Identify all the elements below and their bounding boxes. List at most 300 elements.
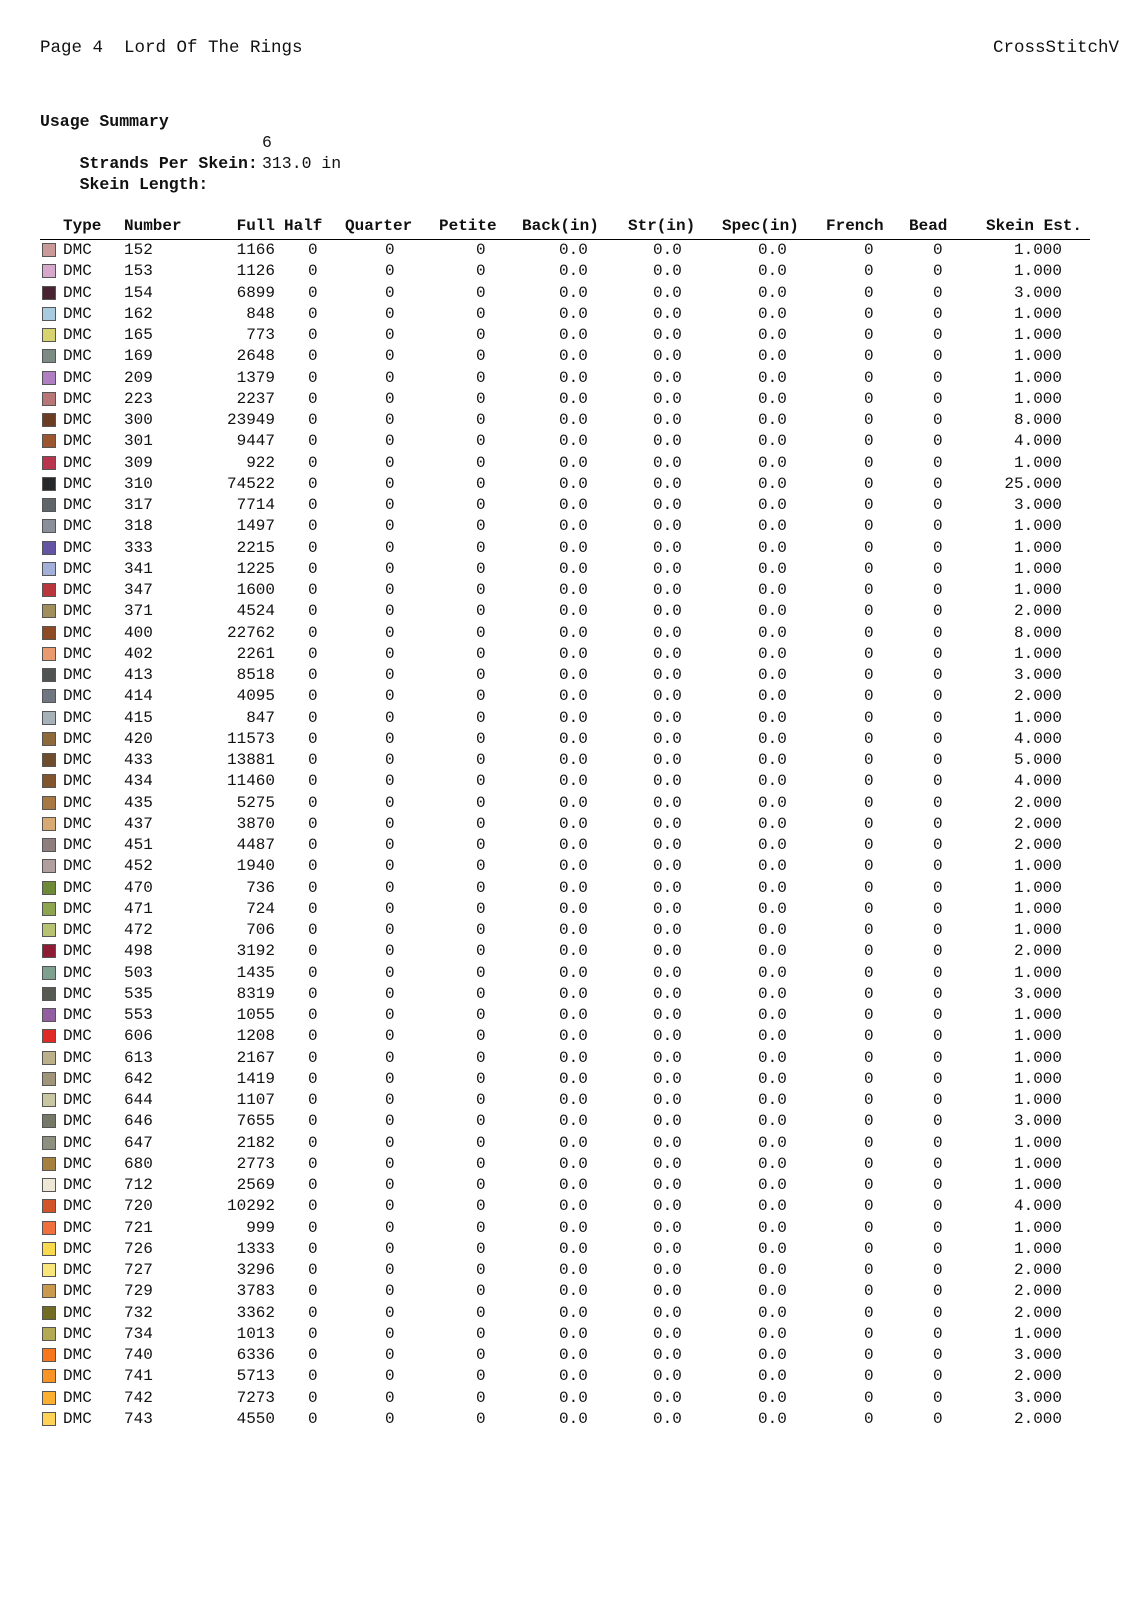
half-stitches: 0 xyxy=(308,496,318,514)
french-knots: 0 xyxy=(864,389,874,408)
quarter-stitches: 0 xyxy=(385,729,395,748)
column-header-spec: Spec(in) xyxy=(722,217,799,235)
skein-estimate: 1.000 xyxy=(1013,538,1062,557)
app-name: CrossStitchV xyxy=(992,38,1119,58)
french-knots: 0 xyxy=(864,644,874,663)
backstitch-length: 0.0 xyxy=(559,814,588,833)
thread-type: DMC xyxy=(63,1091,92,1109)
backstitch-length: 0.0 xyxy=(559,1048,588,1067)
full-stitches: 6336 xyxy=(236,1346,275,1364)
skein-estimate: 1.000 xyxy=(1013,389,1062,408)
backstitch-length: 0.0 xyxy=(559,878,588,897)
thread-type: DMC xyxy=(63,687,92,706)
beads: 0 xyxy=(933,1282,943,1301)
backstitch-length: 0.0 xyxy=(559,1218,588,1237)
skein-estimate: 1.000 xyxy=(1013,304,1062,323)
backstitch-length: 0.0 xyxy=(559,1239,588,1258)
thread-type: DMC xyxy=(63,241,92,259)
table-row xyxy=(40,1111,1090,1132)
thread-number: 727 xyxy=(124,1261,153,1279)
beads: 0 xyxy=(933,751,943,769)
color-swatch xyxy=(42,307,56,321)
full-stitches: 2237 xyxy=(236,389,275,408)
thread-type: DMC xyxy=(63,1197,92,1216)
color-swatch xyxy=(42,1284,56,1298)
french-knots: 0 xyxy=(864,1091,874,1109)
color-swatch xyxy=(42,1348,56,1362)
beads: 0 xyxy=(933,1133,943,1152)
table-row xyxy=(40,878,1090,899)
thread-number: 154 xyxy=(124,283,153,302)
table-row xyxy=(40,899,1090,920)
quarter-stitches: 0 xyxy=(385,1091,395,1109)
straight-length: 0.0 xyxy=(653,347,682,366)
full-stitches: 706 xyxy=(246,921,275,939)
special-length: 0.0 xyxy=(758,772,787,791)
petite-stitches: 0 xyxy=(476,304,486,323)
full-stitches: 22762 xyxy=(226,623,275,642)
backstitch-length: 0.0 xyxy=(559,984,588,1003)
french-knots: 0 xyxy=(864,836,874,854)
french-knots: 0 xyxy=(864,1346,874,1364)
full-stitches: 6899 xyxy=(236,283,275,302)
straight-length: 0.0 xyxy=(653,687,682,706)
french-knots: 0 xyxy=(864,921,874,939)
full-stitches: 9447 xyxy=(236,432,275,451)
petite-stitches: 0 xyxy=(476,708,486,727)
straight-length: 0.0 xyxy=(653,1218,682,1237)
backstitch-length: 0.0 xyxy=(559,1091,588,1109)
petite-stitches: 0 xyxy=(476,1367,486,1386)
full-stitches: 2167 xyxy=(236,1048,275,1067)
usage-summary xyxy=(40,111,342,194)
beads: 0 xyxy=(933,241,943,259)
special-length: 0.0 xyxy=(758,283,787,302)
special-length: 0.0 xyxy=(758,1048,787,1067)
table-row xyxy=(40,1324,1090,1345)
quarter-stitches: 0 xyxy=(385,1261,395,1279)
skein-estimate: 2.000 xyxy=(1013,814,1062,833)
skein-estimate: 4.000 xyxy=(1013,772,1062,791)
half-stitches: 0 xyxy=(308,921,318,939)
full-stitches: 2648 xyxy=(236,347,275,366)
full-stitches: 773 xyxy=(246,326,275,344)
page-header xyxy=(40,38,1119,62)
table-row xyxy=(40,453,1090,474)
special-length: 0.0 xyxy=(758,1154,787,1173)
special-length: 0.0 xyxy=(758,389,787,408)
straight-length: 0.0 xyxy=(653,623,682,642)
full-stitches: 2261 xyxy=(236,644,275,663)
beads: 0 xyxy=(933,1197,943,1216)
quarter-stitches: 0 xyxy=(385,921,395,939)
color-swatch xyxy=(42,1051,56,1065)
petite-stitches: 0 xyxy=(476,1027,486,1046)
thread-type: DMC xyxy=(63,326,92,344)
special-length: 0.0 xyxy=(758,411,787,429)
backstitch-length: 0.0 xyxy=(559,1176,588,1194)
french-knots: 0 xyxy=(864,1261,874,1279)
petite-stitches: 0 xyxy=(476,666,486,684)
quarter-stitches: 0 xyxy=(385,1282,395,1301)
quarter-stitches: 0 xyxy=(385,389,395,408)
quarter-stitches: 0 xyxy=(385,411,395,429)
skein-estimate: 1.000 xyxy=(1013,1091,1062,1109)
french-knots: 0 xyxy=(864,559,874,578)
table-row xyxy=(40,240,1090,261)
special-length: 0.0 xyxy=(758,1261,787,1279)
color-swatch xyxy=(42,1008,56,1022)
french-knots: 0 xyxy=(864,368,874,387)
straight-length: 0.0 xyxy=(653,1091,682,1109)
full-stitches: 2773 xyxy=(236,1154,275,1173)
table-row xyxy=(40,729,1090,750)
thread-number: 169 xyxy=(124,347,153,366)
color-swatch xyxy=(42,1306,56,1320)
french-knots: 0 xyxy=(864,347,874,366)
backstitch-length: 0.0 xyxy=(559,453,588,472)
quarter-stitches: 0 xyxy=(385,1006,395,1024)
skein-estimate: 2.000 xyxy=(1013,1282,1062,1301)
beads: 0 xyxy=(933,1346,943,1364)
thread-type: DMC xyxy=(63,793,92,812)
backstitch-length: 0.0 xyxy=(559,1367,588,1386)
french-knots: 0 xyxy=(864,878,874,897)
table-row xyxy=(40,431,1090,452)
table-row xyxy=(40,1154,1090,1175)
thread-number: 741 xyxy=(124,1367,153,1386)
skein-estimate: 1.000 xyxy=(1013,453,1062,472)
special-length: 0.0 xyxy=(758,836,787,854)
straight-length: 0.0 xyxy=(653,1303,682,1322)
backstitch-length: 0.0 xyxy=(559,496,588,514)
straight-length: 0.0 xyxy=(653,708,682,727)
quarter-stitches: 0 xyxy=(385,942,395,961)
color-swatch xyxy=(42,1242,56,1256)
backstitch-length: 0.0 xyxy=(559,963,588,982)
full-stitches: 8518 xyxy=(236,666,275,684)
color-swatch xyxy=(42,774,56,788)
french-knots: 0 xyxy=(864,1282,874,1301)
special-length: 0.0 xyxy=(758,1006,787,1024)
quarter-stitches: 0 xyxy=(385,262,395,281)
french-knots: 0 xyxy=(864,1367,874,1386)
thread-type: DMC xyxy=(63,283,92,302)
table-row xyxy=(40,1026,1090,1047)
french-knots: 0 xyxy=(864,1112,874,1131)
thread-type: DMC xyxy=(63,496,92,514)
petite-stitches: 0 xyxy=(476,793,486,812)
quarter-stitches: 0 xyxy=(385,836,395,854)
skein-estimate: 1.000 xyxy=(1013,1027,1062,1046)
french-knots: 0 xyxy=(864,517,874,536)
backstitch-length: 0.0 xyxy=(559,368,588,387)
color-swatch xyxy=(42,923,56,937)
table-header xyxy=(40,216,1090,240)
quarter-stitches: 0 xyxy=(385,1069,395,1088)
half-stitches: 0 xyxy=(308,1091,318,1109)
thread-number: 309 xyxy=(124,453,153,472)
half-stitches: 0 xyxy=(308,1303,318,1322)
thread-number: 371 xyxy=(124,602,153,621)
beads: 0 xyxy=(933,1261,943,1279)
half-stitches: 0 xyxy=(308,687,318,706)
full-stitches: 1419 xyxy=(236,1069,275,1088)
special-length: 0.0 xyxy=(758,666,787,684)
table-row xyxy=(40,793,1090,814)
special-length: 0.0 xyxy=(758,1069,787,1088)
backstitch-length: 0.0 xyxy=(559,1324,588,1343)
quarter-stitches: 0 xyxy=(385,453,395,472)
french-knots: 0 xyxy=(864,496,874,514)
full-stitches: 3296 xyxy=(236,1261,275,1279)
quarter-stitches: 0 xyxy=(385,1303,395,1322)
table-row xyxy=(40,304,1090,325)
quarter-stitches: 0 xyxy=(385,666,395,684)
backstitch-length: 0.0 xyxy=(559,326,588,344)
beads: 0 xyxy=(933,1027,943,1046)
full-stitches: 7655 xyxy=(236,1112,275,1131)
french-knots: 0 xyxy=(864,857,874,876)
petite-stitches: 0 xyxy=(476,283,486,302)
quarter-stitches: 0 xyxy=(385,474,395,493)
backstitch-length: 0.0 xyxy=(559,1346,588,1364)
special-length: 0.0 xyxy=(758,1239,787,1258)
backstitch-length: 0.0 xyxy=(559,538,588,557)
skein-estimate: 2.000 xyxy=(1013,1409,1062,1428)
beads: 0 xyxy=(933,878,943,897)
quarter-stitches: 0 xyxy=(385,857,395,876)
petite-stitches: 0 xyxy=(476,1218,486,1237)
beads: 0 xyxy=(933,666,943,684)
straight-length: 0.0 xyxy=(653,602,682,621)
table-row xyxy=(40,410,1090,431)
special-length: 0.0 xyxy=(758,963,787,982)
petite-stitches: 0 xyxy=(476,411,486,429)
straight-length: 0.0 xyxy=(653,1006,682,1024)
quarter-stitches: 0 xyxy=(385,1388,395,1407)
table-row xyxy=(40,474,1090,495)
column-header-full: Full xyxy=(236,217,275,235)
quarter-stitches: 0 xyxy=(385,1409,395,1428)
beads: 0 xyxy=(933,326,943,344)
backstitch-length: 0.0 xyxy=(559,942,588,961)
special-length: 0.0 xyxy=(758,432,787,451)
beads: 0 xyxy=(933,262,943,281)
thread-type: DMC xyxy=(63,389,92,408)
petite-stitches: 0 xyxy=(476,1176,486,1194)
beads: 0 xyxy=(933,1048,943,1067)
beads: 0 xyxy=(933,729,943,748)
skein-estimate: 1.000 xyxy=(1013,1154,1062,1173)
skein-estimate: 1.000 xyxy=(1013,963,1062,982)
full-stitches: 3192 xyxy=(236,942,275,961)
full-stitches: 1208 xyxy=(236,1027,275,1046)
skein-estimate: 1.000 xyxy=(1013,1069,1062,1088)
column-header-half: Half xyxy=(284,217,323,235)
skein-estimate: 8.000 xyxy=(1013,623,1062,642)
straight-length: 0.0 xyxy=(653,772,682,791)
half-stitches: 0 xyxy=(308,1154,318,1173)
special-length: 0.0 xyxy=(758,474,787,493)
backstitch-length: 0.0 xyxy=(559,751,588,769)
special-length: 0.0 xyxy=(758,751,787,769)
table-row xyxy=(40,1175,1090,1196)
special-length: 0.0 xyxy=(758,517,787,536)
color-swatch xyxy=(42,668,56,682)
petite-stitches: 0 xyxy=(476,432,486,451)
straight-length: 0.0 xyxy=(653,942,682,961)
skein-estimate: 1.000 xyxy=(1013,921,1062,939)
table-row xyxy=(40,601,1090,622)
french-knots: 0 xyxy=(864,1133,874,1152)
french-knots: 0 xyxy=(864,1324,874,1343)
strands-value: 6 xyxy=(262,133,272,152)
special-length: 0.0 xyxy=(758,496,787,514)
straight-length: 0.0 xyxy=(653,1154,682,1173)
quarter-stitches: 0 xyxy=(385,283,395,302)
thread-type: DMC xyxy=(63,1154,92,1173)
thread-type: DMC xyxy=(63,1282,92,1301)
full-stitches: 1333 xyxy=(236,1239,275,1258)
beads: 0 xyxy=(933,1239,943,1258)
thread-type: DMC xyxy=(63,729,92,748)
petite-stitches: 0 xyxy=(476,814,486,833)
backstitch-length: 0.0 xyxy=(559,1006,588,1024)
color-swatch xyxy=(42,859,56,873)
thread-type: DMC xyxy=(63,921,92,939)
beads: 0 xyxy=(933,432,943,451)
table-row xyxy=(40,1005,1090,1026)
full-stitches: 2215 xyxy=(236,538,275,557)
french-knots: 0 xyxy=(864,1006,874,1024)
thread-number: 341 xyxy=(124,559,153,578)
beads: 0 xyxy=(933,496,943,514)
half-stitches: 0 xyxy=(308,729,318,748)
quarter-stitches: 0 xyxy=(385,602,395,621)
backstitch-length: 0.0 xyxy=(559,559,588,578)
half-stitches: 0 xyxy=(308,751,318,769)
petite-stitches: 0 xyxy=(476,963,486,982)
french-knots: 0 xyxy=(864,432,874,451)
beads: 0 xyxy=(933,899,943,918)
table-row xyxy=(40,1260,1090,1281)
backstitch-length: 0.0 xyxy=(559,857,588,876)
backstitch-length: 0.0 xyxy=(559,304,588,323)
petite-stitches: 0 xyxy=(476,1154,486,1173)
straight-length: 0.0 xyxy=(653,1239,682,1258)
beads: 0 xyxy=(933,581,943,599)
color-swatch xyxy=(42,371,56,385)
table-row xyxy=(40,516,1090,537)
half-stitches: 0 xyxy=(308,644,318,663)
color-swatch xyxy=(42,1093,56,1107)
thread-type: DMC xyxy=(63,1303,92,1322)
thread-number: 435 xyxy=(124,793,153,812)
beads: 0 xyxy=(933,283,943,302)
half-stitches: 0 xyxy=(308,517,318,536)
straight-length: 0.0 xyxy=(653,474,682,493)
table-row xyxy=(40,283,1090,304)
special-length: 0.0 xyxy=(758,304,787,323)
thread-type: DMC xyxy=(63,1006,92,1024)
special-length: 0.0 xyxy=(758,1091,787,1109)
color-swatch xyxy=(42,541,56,555)
quarter-stitches: 0 xyxy=(385,517,395,536)
color-swatch xyxy=(42,1327,56,1341)
color-swatch xyxy=(42,562,56,576)
thread-type: DMC xyxy=(63,1027,92,1046)
skein-estimate: 3.000 xyxy=(1013,1388,1062,1407)
skein-estimate: 1.000 xyxy=(1013,857,1062,876)
skein-estimate: 1.000 xyxy=(1013,899,1062,918)
straight-length: 0.0 xyxy=(653,389,682,408)
thread-type: DMC xyxy=(63,1261,92,1279)
beads: 0 xyxy=(933,921,943,939)
thread-number: 680 xyxy=(124,1154,153,1173)
table-row xyxy=(40,1133,1090,1154)
backstitch-length: 0.0 xyxy=(559,1197,588,1216)
thread-type: DMC xyxy=(63,666,92,684)
special-length: 0.0 xyxy=(758,921,787,939)
full-stitches: 3870 xyxy=(236,814,275,833)
full-stitches: 847 xyxy=(246,708,275,727)
special-length: 0.0 xyxy=(758,559,787,578)
half-stitches: 0 xyxy=(308,878,318,897)
beads: 0 xyxy=(933,687,943,706)
thread-type: DMC xyxy=(63,984,92,1003)
skein-estimate: 2.000 xyxy=(1013,602,1062,621)
backstitch-length: 0.0 xyxy=(559,581,588,599)
full-stitches: 3783 xyxy=(236,1282,275,1301)
petite-stitches: 0 xyxy=(476,857,486,876)
thread-number: 413 xyxy=(124,666,153,684)
color-swatch xyxy=(42,477,56,491)
french-knots: 0 xyxy=(864,1048,874,1067)
color-swatch xyxy=(42,1199,56,1213)
beads: 0 xyxy=(933,453,943,472)
backstitch-length: 0.0 xyxy=(559,1303,588,1322)
thread-type: DMC xyxy=(63,262,92,281)
straight-length: 0.0 xyxy=(653,836,682,854)
half-stitches: 0 xyxy=(308,1282,318,1301)
skein-length-value: 313.0 in xyxy=(262,154,342,173)
table-row xyxy=(40,1388,1090,1409)
petite-stitches: 0 xyxy=(476,368,486,387)
full-stitches: 922 xyxy=(246,453,275,472)
quarter-stitches: 0 xyxy=(385,1197,395,1216)
quarter-stitches: 0 xyxy=(385,687,395,706)
full-stitches: 4550 xyxy=(236,1409,275,1428)
thread-type: DMC xyxy=(63,899,92,918)
french-knots: 0 xyxy=(864,1388,874,1407)
half-stitches: 0 xyxy=(308,814,318,833)
skein-estimate: 2.000 xyxy=(1013,687,1062,706)
petite-stitches: 0 xyxy=(476,1069,486,1088)
half-stitches: 0 xyxy=(308,666,318,684)
skein-estimate: 1.000 xyxy=(1013,878,1062,897)
half-stitches: 0 xyxy=(308,1176,318,1194)
full-stitches: 7714 xyxy=(236,496,275,514)
backstitch-length: 0.0 xyxy=(559,347,588,366)
french-knots: 0 xyxy=(864,1197,874,1216)
full-stitches: 11573 xyxy=(226,729,275,748)
color-swatch xyxy=(42,456,56,470)
special-length: 0.0 xyxy=(758,942,787,961)
straight-length: 0.0 xyxy=(653,1048,682,1067)
beads: 0 xyxy=(933,942,943,961)
thread-number: 720 xyxy=(124,1197,153,1216)
